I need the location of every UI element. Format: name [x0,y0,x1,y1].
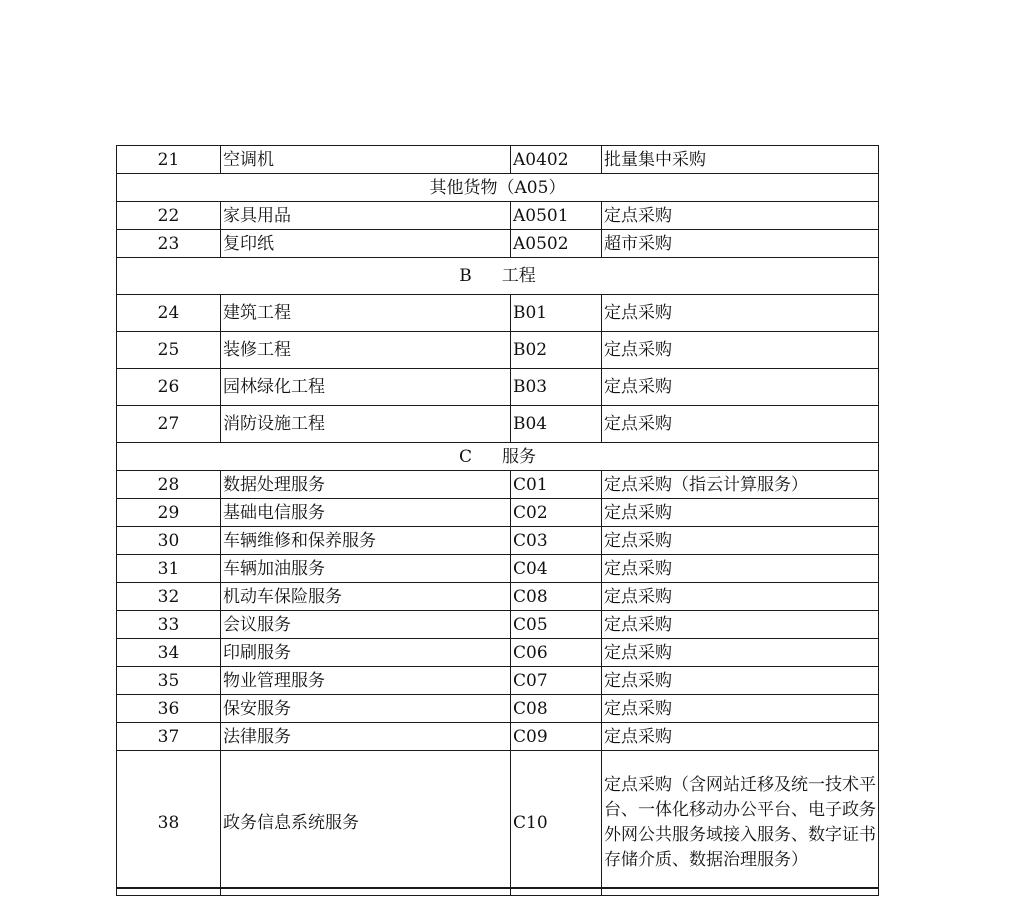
item-name-cell: 数据处理服务 [221,471,511,499]
procurement-method-cell: 定点采购 [602,527,879,555]
procurement-method-cell: 定点采购 [602,202,879,230]
procurement-method-cell: 定点采购 [602,611,879,639]
table-bottom-border [116,887,879,889]
table-row [117,695,879,723]
item-code-cell: C09 [511,723,602,751]
item-name-cell: 家具用品 [221,202,511,230]
item-code-cell: C01 [511,471,602,499]
section-letter: C [458,446,472,467]
table-row [117,146,879,174]
table-row [117,369,879,406]
section-header-row [117,443,879,471]
item-name-cell: 消防设施工程 [221,406,511,443]
item-name-cell: 会议服务 [221,611,511,639]
procurement-method-cell: 定点采购 [602,583,879,611]
item-name-cell: 装修工程 [221,332,511,369]
row-number-cell: 30 [117,527,221,555]
table-body [117,146,879,896]
procurement-method-cell: 定点采购 [602,667,879,695]
item-name-cell: 车辆加油服务 [221,555,511,583]
table-row [117,527,879,555]
table-row [117,230,879,258]
item-name-cell: 复印纸 [221,230,511,258]
procurement-method-cell: 定点采购（含网站迁移及统一技术平台、一体化移动办公平台、电子政务外网公共服务域接入服务、数字证书存储介质、数据治理服务） [602,751,879,896]
procurement-method-cell: 定点采购 [602,555,879,583]
table-row [117,583,879,611]
row-number-cell: 37 [117,723,221,751]
table-row [117,499,879,527]
table-row [117,751,879,896]
row-number-cell: 38 [117,751,221,896]
item-name-cell: 空调机 [221,146,511,174]
item-name-cell: 园林绿化工程 [221,369,511,406]
item-code-cell: C10 [511,751,602,896]
item-code-cell: C08 [511,695,602,723]
procurement-method-cell: 定点采购 [602,369,879,406]
row-number-cell: 28 [117,471,221,499]
section-header-row [117,258,879,295]
row-number-cell: 27 [117,406,221,443]
item-code-cell: A0501 [511,202,602,230]
item-code-cell: C08 [511,583,602,611]
item-code-cell: A0502 [511,230,602,258]
row-number-cell: 22 [117,202,221,230]
item-name-cell: 保安服务 [221,695,511,723]
table-row [117,611,879,639]
item-name-cell: 建筑工程 [221,295,511,332]
section-letter: B [459,266,472,286]
section-word: 服务 [502,446,536,467]
procurement-method-cell: 超市采购 [602,230,879,258]
item-code-cell: B03 [511,369,602,406]
row-number-cell: 31 [117,555,221,583]
item-name-cell: 基础电信服务 [221,499,511,527]
item-code-cell: C07 [511,667,602,695]
table-row [117,202,879,230]
item-name-cell: 物业管理服务 [221,667,511,695]
procurement-method-cell: 定点采购（指云计算服务） [602,471,879,499]
row-number-cell: 29 [117,499,221,527]
item-name-cell: 机动车保险服务 [221,583,511,611]
item-code-cell: B04 [511,406,602,443]
row-number-cell: 26 [117,369,221,406]
item-code-cell: C02 [511,499,602,527]
table-row [117,639,879,667]
row-number-cell: 35 [117,667,221,695]
procurement-method-cell: 定点采购 [602,295,879,332]
procurement-method-cell: 定点采购 [602,332,879,369]
row-number-cell: 21 [117,146,221,174]
procurement-method-cell: 定点采购 [602,406,879,443]
table-row [117,406,879,443]
table-row [117,555,879,583]
item-code-cell: C06 [511,639,602,667]
item-name-cell: 政务信息系统服务 [221,751,511,896]
table-row [117,295,879,332]
item-code-cell: C05 [511,611,602,639]
item-code-cell: B01 [511,295,602,332]
table-row [117,332,879,369]
procurement-catalog-table [116,145,879,896]
row-number-cell: 36 [117,695,221,723]
section-title: 其他货物（A05） [117,174,879,202]
section-title [117,258,879,295]
procurement-method-cell: 批量集中采购 [602,146,879,174]
table-row [117,667,879,695]
section-word: 工程 [501,266,536,286]
row-number-cell: 23 [117,230,221,258]
item-code-cell: C04 [511,555,602,583]
item-code-cell: B02 [511,332,602,369]
item-name-cell: 车辆维修和保养服务 [221,527,511,555]
row-number-cell: 32 [117,583,221,611]
procurement-method-cell: 定点采购 [602,499,879,527]
section-title [117,443,879,471]
procurement-method-cell: 定点采购 [602,723,879,751]
row-number-cell: 25 [117,332,221,369]
table-row [117,723,879,751]
procurement-method-cell: 定点采购 [602,639,879,667]
procurement-method-cell: 定点采购 [602,695,879,723]
row-number-cell: 34 [117,639,221,667]
row-number-cell: 33 [117,611,221,639]
table-row [117,471,879,499]
item-name-cell: 印刷服务 [221,639,511,667]
row-number-cell: 24 [117,295,221,332]
item-code-cell: A0402 [511,146,602,174]
item-code-cell: C03 [511,527,602,555]
section-header-row [117,174,879,202]
item-name-cell: 法律服务 [221,723,511,751]
